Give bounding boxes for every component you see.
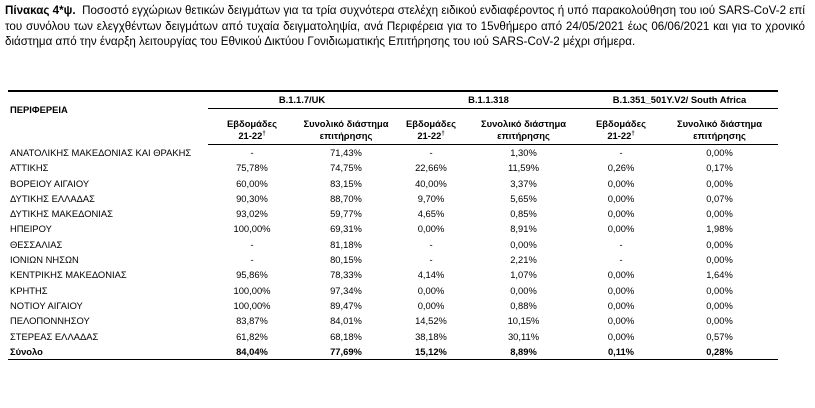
value-cell: 0,17% — [706, 162, 733, 174]
value-cell: 77,69% — [296, 344, 396, 360]
value-cell: 40,00% — [415, 177, 447, 189]
value-cell: 0,00% — [706, 238, 733, 250]
value-cell: 0,00% — [607, 315, 635, 327]
value-cell: 38,18% — [415, 330, 447, 342]
value-cell: 14,52% — [415, 315, 447, 327]
region-cell: ΠΕΛΟΠΟΝΝΗΣΟΥ — [10, 315, 90, 327]
value-cell: - — [619, 238, 623, 250]
value-cell: 0,00% — [706, 177, 733, 189]
value-cell: 0,88% — [510, 299, 537, 311]
value-cell: 30,11% — [507, 330, 540, 342]
value-cell: 95,86% — [236, 269, 268, 281]
region-cell: ΣΤΕΡΕΑΣ ΕΛΛΑΔΑΣ — [10, 330, 99, 342]
value-cell: 84,01% — [330, 315, 362, 327]
sub-header-weeks: Εβδομάδες 21-22† — [581, 109, 661, 145]
sub-header-total: Συνολικό διάστημα επιτήρησης — [466, 109, 581, 145]
value-cell: 59,77% — [330, 208, 362, 220]
region-cell: ΑΤΤΙΚΗΣ — [10, 162, 49, 174]
value-cell: 71,43% — [330, 147, 362, 158]
value-cell: 22,66% — [415, 162, 447, 174]
value-cell: 81,18% — [330, 238, 362, 250]
region-cell: ΚΕΝΤΡΙΚΗΣ ΜΑΚΕΔΟΝΙΑΣ — [10, 269, 127, 281]
table-row — [8, 160, 778, 175]
value-cell: 0,00% — [607, 223, 635, 235]
value-cell: 100,00% — [233, 299, 271, 311]
value-cell: 1,30% — [510, 147, 537, 158]
value-cell: 8,89% — [466, 344, 581, 360]
caption-text: Ποσοστό εγχώριων θετικών δειγμάτων για τα τρία συχνότερα στελέχη ειδικού ενδιαφέροντος ή υπό παρακολούθηση του ιού SARS-CoV-2 επί του συνόλου των ελεγχθέντων δειγμάτων από τυχαία δειγματοληψία, ανά Περιφέρεια για το 15νθήμερο από 24/05/2021 έως 06/06/2021 και για το χρονικό διάστημα από την έναρξη λειτουργίας του Εθνικού Δικτύου Γονιδιωματικής Επιτήρησης του ιού SARS-CoV-2 μέχρι σήμερα. — [5, 4, 806, 48]
group-header-sa: B.1.351_501Y.V2/ South Africa — [581, 92, 778, 109]
value-cell: 68,18% — [330, 330, 362, 342]
value-cell: 0,07% — [706, 192, 733, 204]
region-cell: Σύνολο — [8, 344, 208, 360]
region-cell: ΘΕΣΣΑΛΙΑΣ — [10, 238, 63, 250]
value-cell: 0,00% — [607, 177, 635, 189]
value-cell: 84,04% — [208, 344, 296, 360]
caption-label: Πίνακας 4*ψ. — [5, 4, 76, 17]
value-cell: 61,82% — [236, 330, 268, 342]
value-cell: 78,33% — [330, 269, 362, 281]
value-cell: 0,85% — [510, 208, 537, 220]
value-cell: 11,59% — [507, 162, 540, 174]
value-cell: 1,64% — [706, 269, 733, 281]
value-cell: - — [619, 147, 623, 158]
sub-header-total: Συνολικό διάστημα επιτήρησης — [296, 109, 396, 145]
table-row — [8, 176, 778, 191]
value-cell: - — [250, 238, 254, 250]
value-cell: 0,00% — [706, 208, 733, 220]
table-row — [8, 267, 778, 282]
value-cell: 0,00% — [607, 330, 635, 342]
region-cell: ΔΥΤΙΚΗΣ ΕΛΛΑΔΑΣ — [10, 192, 95, 204]
value-cell: - — [250, 147, 254, 158]
value-cell: - — [429, 147, 433, 158]
value-cell: 3,37% — [510, 177, 537, 189]
value-cell: 4,14% — [417, 269, 445, 281]
value-cell: 10,15% — [507, 315, 540, 327]
value-cell: 93,02% — [236, 208, 268, 220]
value-cell: 100,00% — [233, 223, 271, 235]
table-row — [8, 252, 778, 267]
region-header: ΠΕΡΙΦΕΡΕΙΑ — [10, 104, 68, 115]
value-cell: 75,78% — [236, 162, 268, 174]
table-body — [8, 145, 778, 360]
value-cell: 89,47% — [330, 299, 362, 311]
region-cell: ΔΥΤΙΚΗΣ ΜΑΚΕΔΟΝΙΑΣ — [10, 208, 113, 220]
value-cell: 60,00% — [236, 177, 268, 189]
value-cell: 1,07% — [510, 269, 537, 281]
value-cell: 5,65% — [510, 192, 537, 204]
table-row — [8, 298, 778, 313]
value-cell: 0,26% — [607, 162, 635, 174]
value-cell: 0,57% — [706, 330, 733, 342]
value-cell: 4,65% — [417, 208, 445, 220]
value-cell: 80,15% — [330, 254, 362, 266]
table-row — [8, 237, 778, 252]
value-cell: 74,75% — [330, 162, 362, 174]
region-cell: ΗΠΕΙΡΟΥ — [10, 223, 52, 235]
value-cell: 2,21% — [510, 254, 537, 266]
table-row — [8, 191, 778, 206]
value-cell: 9,70% — [417, 192, 445, 204]
value-cell: 83,87% — [236, 315, 268, 327]
value-cell: 0,00% — [607, 208, 635, 220]
table-row — [8, 145, 778, 161]
region-cell: ΑΝΑΤΟΛΙΚΗΣ ΜΑΚΕΔΟΝΙΑΣ ΚΑΙ ΘΡΑΚΗΣ — [10, 146, 192, 158]
region-cell: ΒΟΡΕΙΟΥ ΑΙΓΑΙΟΥ — [10, 177, 90, 189]
value-cell: 8,91% — [510, 223, 537, 235]
table-row — [8, 329, 778, 344]
sub-header-total: Συνολικό διάστημα επιτήρησης — [661, 109, 778, 145]
value-cell: 0,00% — [510, 284, 537, 296]
value-cell: 0,00% — [607, 192, 635, 204]
value-cell: - — [250, 254, 254, 266]
total-row — [8, 344, 778, 360]
value-cell: 0,00% — [706, 299, 733, 311]
value-cell: - — [429, 238, 433, 250]
value-cell: 0,00% — [607, 284, 635, 296]
value-cell: 69,31% — [330, 223, 362, 235]
sub-header-weeks: Εβδομάδες 21-22† — [396, 109, 466, 145]
region-cell: ΝΟΤΙΟΥ ΑΙΓΑΙΟΥ — [10, 299, 83, 311]
value-cell: 90,30% — [236, 192, 268, 204]
value-cell: 97,34% — [330, 284, 362, 296]
value-cell: 83,15% — [330, 177, 362, 189]
value-cell: 100,00% — [233, 284, 271, 296]
value-cell: 0,00% — [607, 299, 635, 311]
value-cell: 0,11% — [581, 344, 661, 360]
value-cell: 88,70% — [330, 192, 362, 204]
value-cell: 0,28% — [661, 344, 778, 360]
region-cell: ΙΟΝΙΩΝ ΝΗΣΩΝ — [10, 254, 79, 266]
value-cell: 1,98% — [706, 223, 733, 235]
value-cell: 0,00% — [706, 315, 733, 327]
value-cell: 0,00% — [706, 254, 733, 266]
variants-table — [8, 90, 778, 360]
value-cell: 0,00% — [607, 269, 635, 281]
table-caption — [5, 3, 805, 50]
value-cell: 0,00% — [706, 147, 733, 158]
value-cell: 0,00% — [417, 284, 445, 296]
value-cell: 0,00% — [510, 238, 537, 250]
value-cell: 15,12% — [396, 344, 466, 360]
group-header-row — [8, 92, 778, 109]
value-cell: - — [429, 254, 433, 266]
value-cell: 0,00% — [706, 284, 733, 296]
region-cell: ΚΡΗΤΗΣ — [10, 284, 48, 296]
group-header-uk: B.1.1.7/UK — [208, 92, 396, 109]
value-cell: 0,00% — [417, 299, 445, 311]
group-header-b1318: B.1.1.318 — [396, 92, 581, 109]
table-row — [8, 206, 778, 221]
table-row — [8, 313, 778, 328]
value-cell: 0,00% — [417, 223, 445, 235]
sub-header-weeks: Εβδομάδες 21-22† — [208, 109, 296, 145]
table-row — [8, 283, 778, 298]
value-cell: - — [619, 254, 623, 266]
table-row — [8, 221, 778, 236]
